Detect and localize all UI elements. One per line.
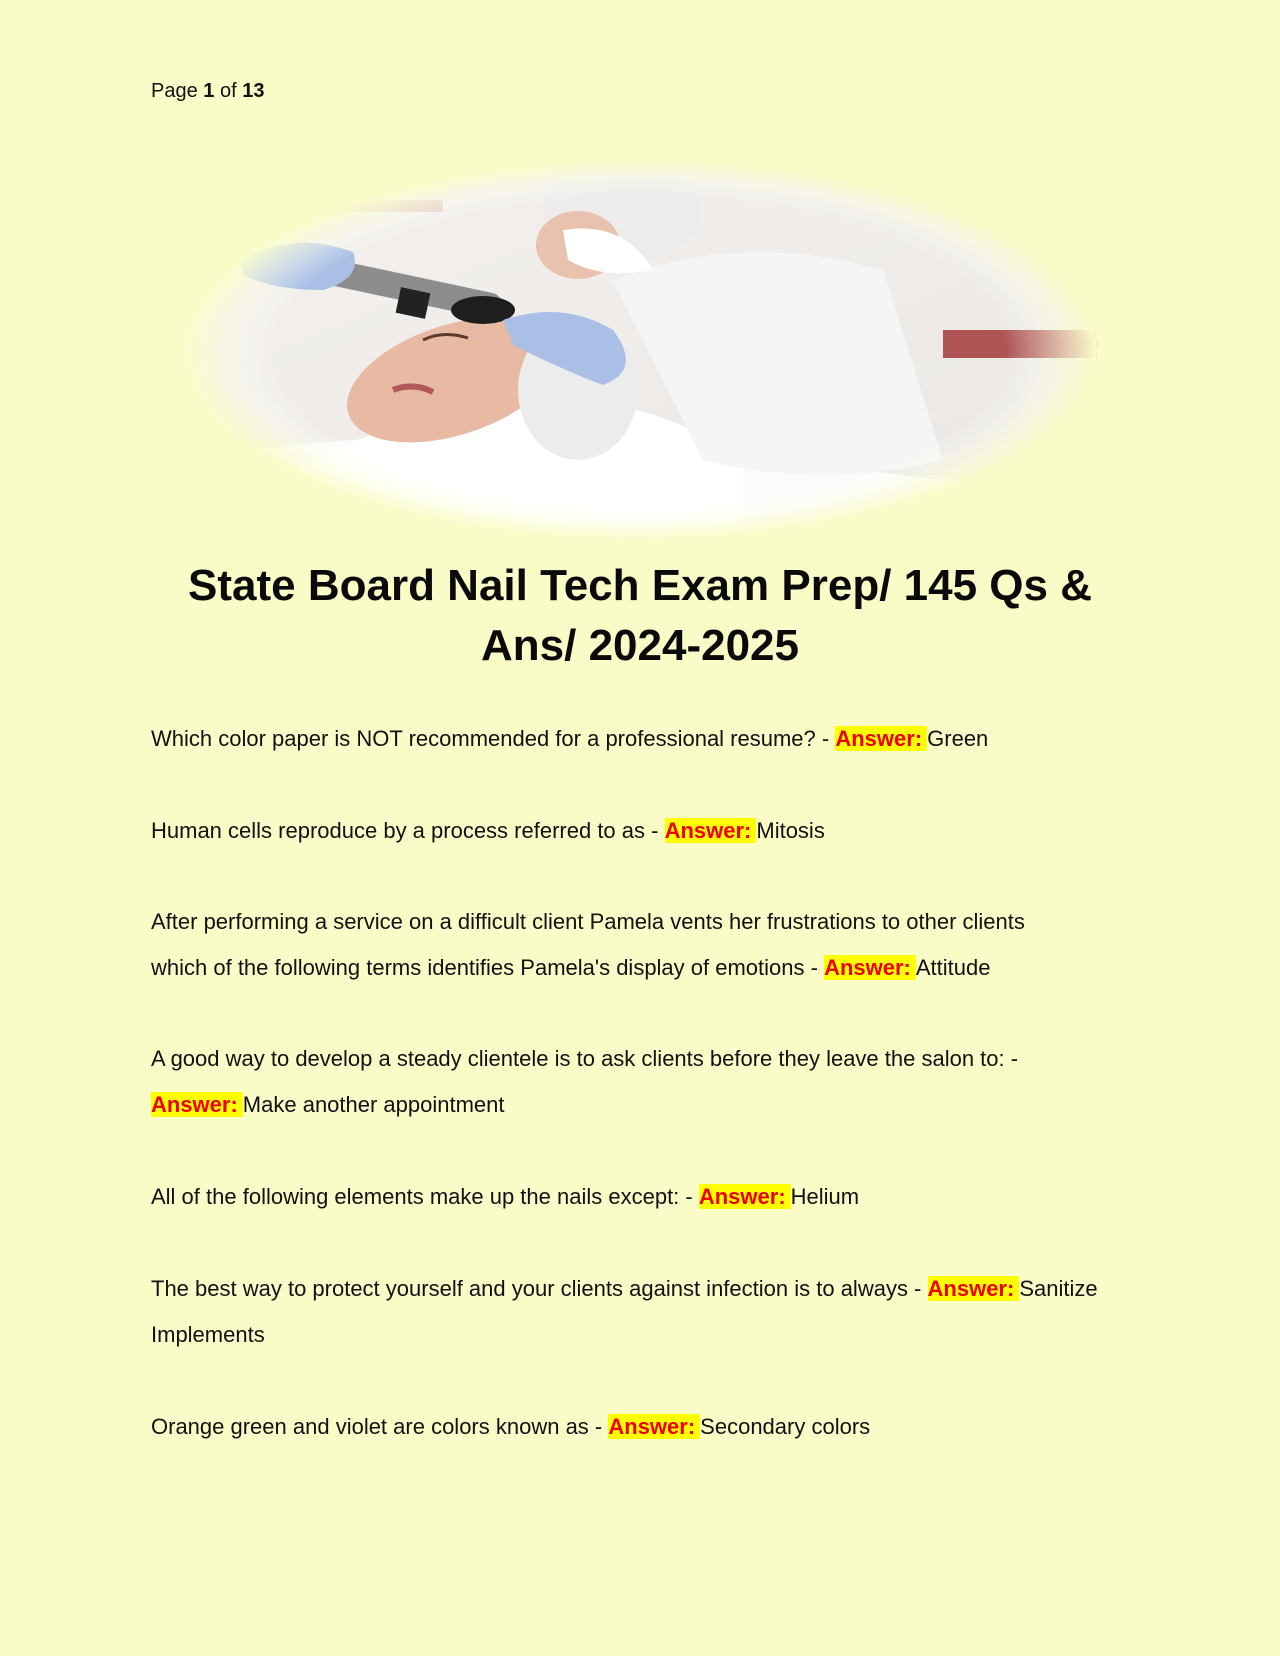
answer-text: Implements bbox=[151, 1322, 265, 1347]
answer-text: Green bbox=[927, 726, 989, 751]
page-counter-prefix: Page bbox=[151, 80, 198, 102]
answer-text: Secondary colors bbox=[700, 1414, 871, 1439]
page-counter-current: 1 bbox=[203, 80, 215, 102]
hero-image bbox=[183, 160, 1097, 540]
qa-item bbox=[151, 1266, 1141, 1358]
document-title bbox=[150, 556, 1130, 676]
qa-item bbox=[151, 1036, 1141, 1128]
document-title-line1: State Board Nail Tech Exam Prep/ 145 Qs & bbox=[188, 561, 1092, 610]
answer-text: Sanitize bbox=[1019, 1276, 1098, 1301]
qa-item bbox=[151, 1404, 1141, 1450]
answer-text: Mitosis bbox=[756, 818, 825, 843]
answer-label: Answer: bbox=[824, 955, 916, 980]
answer-label: Answer: bbox=[608, 1414, 700, 1439]
page-counter-total: 13 bbox=[242, 80, 265, 102]
answer-label: Answer: bbox=[665, 818, 757, 843]
answer-label: Answer: bbox=[151, 1092, 243, 1117]
answer-label: Answer: bbox=[928, 1276, 1020, 1301]
qa-item bbox=[151, 899, 1141, 991]
page-counter bbox=[151, 78, 264, 104]
answer-text: Helium bbox=[790, 1184, 860, 1209]
qa-item bbox=[151, 808, 1141, 854]
answer-label: Answer: bbox=[699, 1184, 791, 1209]
question-text: Which color paper is NOT recommended for a professional resume? - bbox=[151, 726, 830, 751]
question-text: Human cells reproduce by a process referred to as - bbox=[151, 818, 659, 843]
question-text: After performing a service on a difficult client Pamela vents her frustrations to other clients bbox=[151, 909, 1025, 934]
answer-text: Attitude bbox=[915, 955, 991, 980]
question-text: All of the following elements make up the nails except: - bbox=[151, 1184, 693, 1209]
question-text: The best way to protect yourself and your clients against infection is to always - bbox=[151, 1276, 922, 1301]
qa-item bbox=[151, 1174, 1141, 1220]
page-counter-separator: of bbox=[219, 80, 237, 102]
document-title-line2: Ans/ 2024-2025 bbox=[481, 621, 799, 670]
hero-illustration bbox=[183, 160, 1097, 540]
question-text: A good way to develop a steady clientele is to ask clients before they leave the salon to: - bbox=[151, 1046, 1019, 1071]
question-text: Orange green and violet are colors known as - bbox=[151, 1414, 603, 1439]
answer-label: Answer: bbox=[835, 726, 927, 751]
question-text: which of the following terms identifies Pamela's display of emotions - bbox=[151, 955, 818, 980]
qa-item bbox=[151, 716, 1141, 762]
answer-text: Make another appointment bbox=[242, 1092, 505, 1117]
